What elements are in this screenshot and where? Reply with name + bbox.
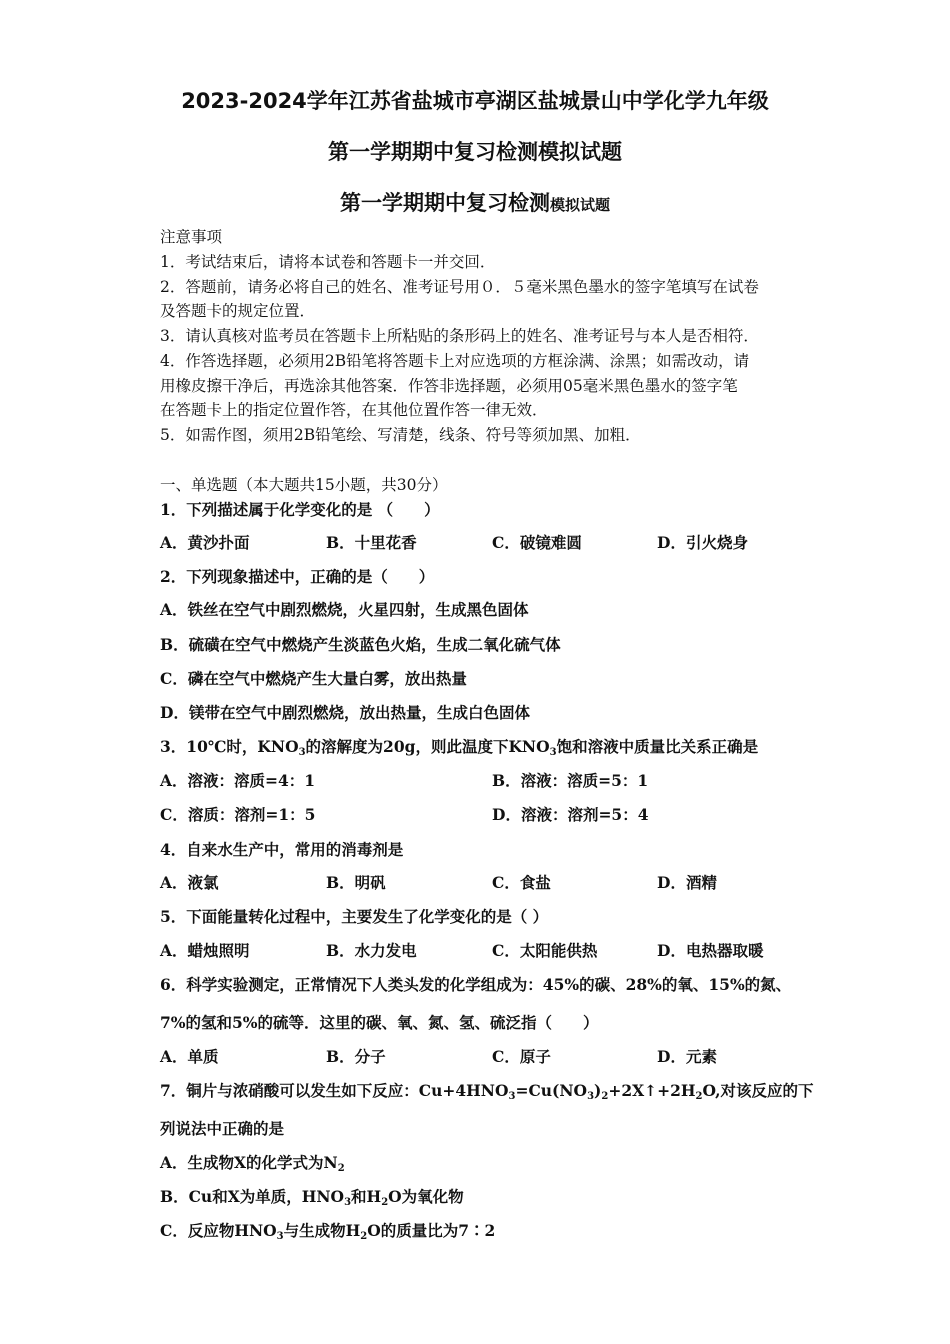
question-7-stem-line2: 列说法中正确的是 [160, 1119, 285, 1138]
q3-subscript: 3 [298, 747, 306, 758]
q7-option-b [160, 1186, 464, 1208]
q7-option-a-text: A．生成物X的化学式为N [160, 1153, 338, 1172]
q7-option-b-text: O为氧化物 [388, 1187, 464, 1206]
q3-option-b: B．溶液：溶质=5：1 [492, 771, 649, 790]
notice-item: 及答题卡的规定位置． [160, 302, 316, 320]
q4-option-b: B．明矾 [326, 873, 386, 892]
exam-title-line2: 第一学期期中复习检测模拟试题 [328, 140, 622, 164]
q7-text: =Cu(NO [515, 1081, 588, 1100]
q4-option-d: D．酒精 [657, 873, 717, 892]
question-2-stem: 2．下列现象描述中，正确的是（ ） [160, 567, 435, 586]
exam-title-line3-small: 模拟试题 [549, 196, 610, 214]
notice-item: 在答题卡上的指定位置作答，在其他位置作答一律无效． [160, 401, 548, 419]
q7-option-c-subscript: 2 [360, 1231, 368, 1242]
notice-item: 3．请认真核对监考员在答题卡上所粘贴的条形码上的姓名、准考证号与本人是否相符． [160, 327, 759, 345]
q3-option-d: D．溶液：溶剂=5：4 [492, 805, 649, 824]
q1-option-d: D．引火烧身 [657, 533, 748, 552]
question-7-stem-line1 [160, 1080, 814, 1102]
q2-option-b: B．硫磺在空气中燃烧产生淡蓝色火焰，生成二氧化硫气体 [160, 635, 561, 654]
q7-option-c-subscript: 3 [276, 1231, 284, 1242]
q6-option-d: D．元素 [657, 1047, 717, 1066]
q1-option-c: C．破镜难圆 [492, 533, 582, 552]
q5-option-d: D．电热器取暖 [657, 941, 764, 960]
q4-option-a: A．液氯 [160, 873, 219, 892]
section-heading: 一、单选题（本大题共15小题，共30分） [160, 476, 448, 494]
q7-option-b-text: B．Cu和X为单质，HNO [160, 1187, 345, 1206]
notice-heading: 注意事项 [160, 228, 223, 246]
notice-item: 用橡皮擦干净后，再选涂其他答案．作答非选择题，必须用05毫米黑色墨水的签字笔 [160, 377, 738, 395]
q7-text: +2X↑+2H [608, 1081, 696, 1100]
notice-item: 5．如需作图，须用2B铅笔绘、写清楚，线条、符号等须加黑、加粗． [160, 426, 641, 444]
q3-text: 饱和溶液中质量比关系正确是 [556, 737, 759, 756]
notice-item: 2．答题前，请务必将自己的姓名、准考证号用０．５毫米黑色墨水的签字笔填写在试卷 [160, 278, 759, 296]
q7-option-c-text: 与生成物H [283, 1221, 361, 1240]
q3-subscript: 3 [549, 747, 557, 758]
q7-option-b-text: 和H [351, 1187, 382, 1206]
q2-option-c: C．磷在空气中燃烧产生大量白雾，放出热量 [160, 669, 467, 688]
q1-option-a: A．黄沙扑面 [160, 533, 250, 552]
q7-text: 7．铜片与浓硝酸可以发生如下反应：Cu+4HNO [160, 1081, 509, 1100]
q7-option-b-subscript: 2 [381, 1197, 389, 1208]
q6-option-a: A．单质 [160, 1047, 219, 1066]
q7-option-a-subscript: 2 [337, 1163, 345, 1174]
q5-option-a: A．蜡烛照明 [160, 941, 250, 960]
q5-option-c: C．太阳能供热 [492, 941, 598, 960]
q6-option-b: B．分子 [326, 1047, 386, 1066]
exam-title-line3-main: 第一学期期中复习检测 [339, 191, 550, 215]
question-6-stem-line2: 7%的氢和5%的硫等．这里的碳、氧、氮、氢、硫泛指（ ） [160, 1013, 599, 1032]
q7-text: O,对该反应的下 [702, 1081, 814, 1100]
q7-subscript: 2 [601, 1091, 609, 1102]
q7-subscript: 3 [508, 1091, 516, 1102]
question-6-stem-line1: 6．科学实验测定，正常情况下人类头发的化学组成为：45%的碳、28%的氧、15%的氮、 [160, 975, 792, 994]
q2-option-d: D．镁带在空气中剧烈燃烧，放出热量，生成白色固体 [160, 703, 530, 722]
q6-option-c: C．原子 [492, 1047, 551, 1066]
q7-option-a [160, 1152, 345, 1174]
q1-option-b: B．十里花香 [326, 533, 417, 552]
exam-title-line3 [0, 190, 950, 218]
q7-option-b-subscript: 3 [344, 1197, 352, 1208]
exam-title-line1: 2023-2024学年江苏省盐城市亭湖区盐城景山中学化学九年级 [181, 89, 769, 113]
q7-option-c-text: C．反应物HNO [160, 1221, 277, 1240]
q7-subscript: 2 [695, 1091, 703, 1102]
q7-subscript: 3 [587, 1091, 595, 1102]
question-5-stem: 5．下面能量转化过程中，主要发生了化学变化的是（ ） [160, 907, 549, 926]
q2-option-a: A．铁丝在空气中剧烈燃烧，火星四射，生成黑色固体 [160, 600, 529, 619]
q4-option-c: C．食盐 [492, 873, 551, 892]
q3-option-c: C．溶质：溶剂=1：5 [160, 805, 316, 824]
q7-text: ) [594, 1081, 602, 1100]
q7-option-c-text: O的质量比为7∶2 [367, 1221, 496, 1240]
question-1-stem: 1．下列描述属于化学变化的是 （ ） [160, 500, 440, 519]
q3-text: 的溶解度为20g，则此温度下KNO [305, 737, 550, 756]
q3-text: 3．10℃时，KNO [160, 737, 299, 756]
q3-option-a: A．溶液：溶质=4：1 [160, 771, 316, 790]
notice-item: 4．作答选择题，必须用2B铅笔将答题卡上对应选项的方框涂满、涂黑；如需改动，请 [160, 352, 750, 370]
question-3-stem [160, 736, 758, 758]
question-4-stem: 4．自来水生产中，常用的消毒剂是 [160, 840, 404, 859]
q5-option-b: B．水力发电 [326, 941, 417, 960]
notice-item: 1．考试结束后，请将本试卷和答题卡一并交回． [160, 253, 496, 271]
q7-option-c [160, 1220, 495, 1242]
